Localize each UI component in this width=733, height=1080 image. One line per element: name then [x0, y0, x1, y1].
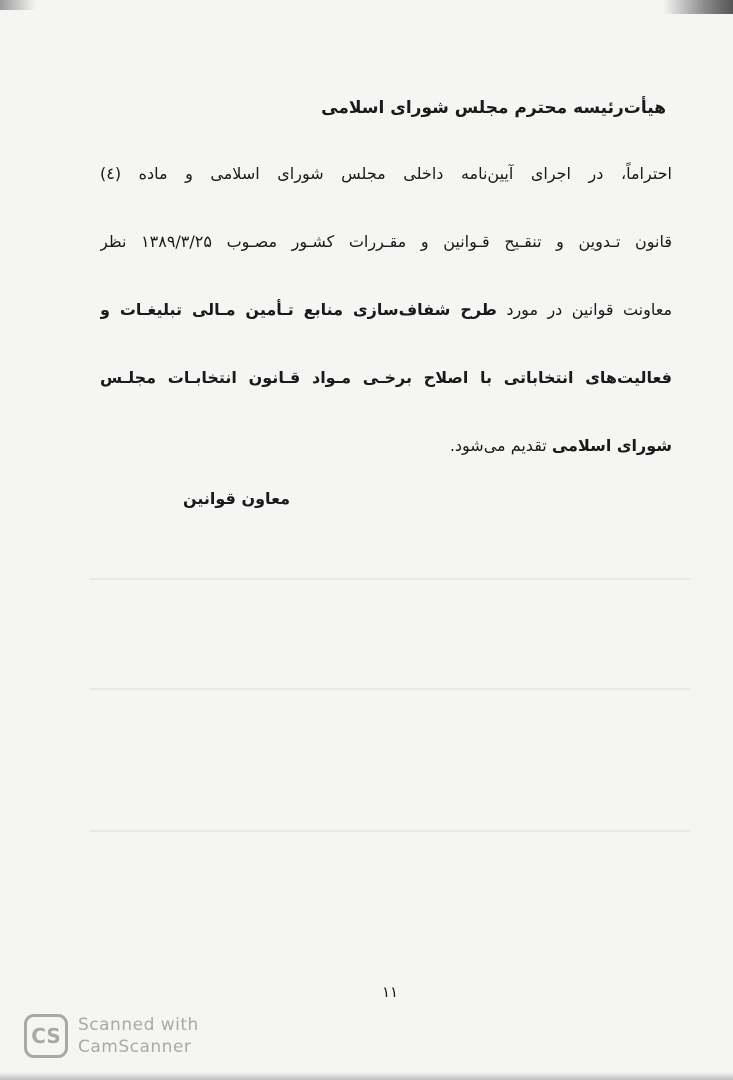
- body-line-text: معاونت قوانین در مورد: [506, 300, 672, 319]
- plan-title-part3: شورای اسلامی: [551, 436, 672, 455]
- letter-heading: هیأت‌رئیسه محترم مجلس شورای اسلامی: [321, 98, 666, 118]
- camscanner-watermark: [24, 1014, 199, 1058]
- show-through-line: [90, 578, 690, 580]
- camscanner-logo-icon: CS: [24, 1014, 68, 1058]
- show-through-line: [90, 688, 690, 690]
- signature: معاون قوانین: [182, 489, 290, 508]
- show-through-line: [90, 830, 690, 832]
- body-line-text: تقدیم می‌شود.: [449, 436, 547, 455]
- letter-body: [100, 140, 672, 480]
- watermark-line2: CamScanner: [78, 1037, 192, 1057]
- plan-title-part1: طرح شفاف‌سازی منابع تـأمین مـالی تبلیغـات و: [100, 300, 497, 319]
- scan-edge-shadow-bottom: [0, 1072, 733, 1080]
- plan-title-part2: فعالیت‌های انتخاباتی با اصلاح برخـی مـواد قـانون انتخابـات مجلـس: [100, 368, 672, 387]
- body-line: [100, 412, 672, 480]
- scan-edge-shadow-left: [0, 0, 36, 10]
- body-line: احتراماً، در اجرای آیین‌نامه داخلی مجلس شورای اسلامی و ماده (٤): [100, 164, 672, 183]
- letter-heading-block: [100, 88, 670, 128]
- body-line: قانون تـدوین و تنقـیح قـوانین و مقـررات کشـور مصـوب ۱۳۸۹/۳/۲۵ نظر: [100, 232, 672, 251]
- scan-edge-shadow-right: [663, 0, 733, 14]
- watermark-line1: Scanned with: [78, 1015, 199, 1035]
- body-line: [100, 276, 672, 344]
- watermark-text: [78, 1014, 199, 1058]
- page-number: ۱۱: [381, 983, 399, 1001]
